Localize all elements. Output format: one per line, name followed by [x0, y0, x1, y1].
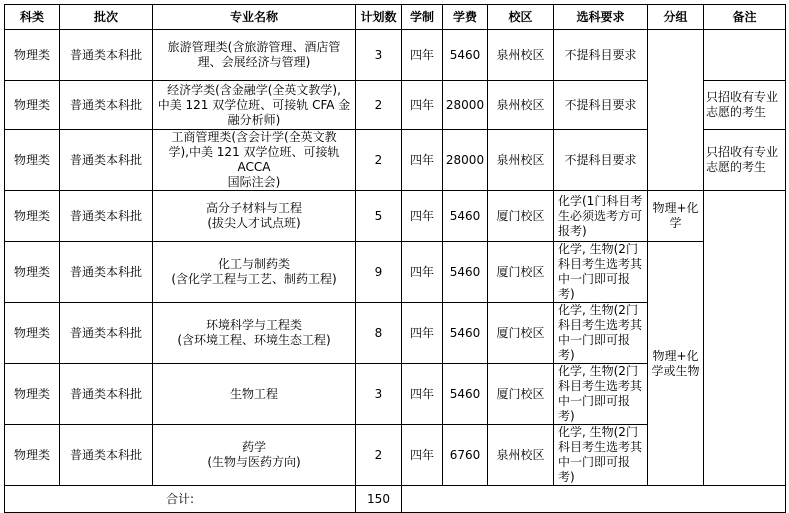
- cell-duration: 四年: [402, 191, 443, 242]
- cell-requirement: 化学, 生物(2门科目考生选考其中一门即可报考): [554, 425, 648, 486]
- cell-duration: 四年: [402, 30, 443, 81]
- cell-group: 物理+化学或生物: [648, 242, 704, 486]
- cell-plan: 2: [356, 130, 402, 191]
- cell-batch: 普通类本科批: [60, 191, 153, 242]
- cell-plan: 3: [356, 364, 402, 425]
- major-line: 环境科学与工程类: [205, 318, 302, 332]
- cell-major: [153, 303, 356, 364]
- major-line: 生物工程: [229, 386, 278, 401]
- major-line: 旅游管理类(含旅游管理、酒店管: [167, 40, 341, 54]
- cell-campus: 泉州校区: [488, 425, 554, 486]
- cell-category: 物理类: [5, 30, 60, 81]
- cell-plan: 2: [356, 81, 402, 130]
- cell-major: [153, 81, 356, 130]
- cell-duration: 四年: [402, 425, 443, 486]
- cell-note: 只招收有专业志愿的考生: [704, 130, 786, 191]
- cell-duration: 四年: [402, 303, 443, 364]
- header-plan: 计划数: [356, 5, 402, 30]
- header-batch: 批次: [60, 5, 153, 30]
- cell-fee: 5460: [443, 30, 488, 81]
- major-line: 理、会展经济与管理): [197, 55, 311, 69]
- header-category: 科类: [5, 5, 60, 30]
- major-line: 工商管理类(含会计学(全英文教: [171, 130, 337, 144]
- header-group: 分组: [648, 5, 704, 30]
- cell-category: 物理类: [5, 81, 60, 130]
- header-campus: 校区: [488, 5, 554, 30]
- cell-fee: 6760: [443, 425, 488, 486]
- cell-requirement: 化学, 生物(2门科目考生选考其中一门即可报考): [554, 303, 648, 364]
- header-note: 备注: [704, 5, 786, 30]
- cell-campus: 泉州校区: [488, 130, 554, 191]
- enrollment-table-wrapper: [4, 4, 786, 513]
- cell-requirement: 化学, 生物(2门科目考生选考其中一门即可报考): [554, 364, 648, 425]
- cell-group-empty: [648, 30, 704, 191]
- cell-plan: 2: [356, 425, 402, 486]
- cell-requirement: 不提科目要求: [554, 81, 648, 130]
- header-duration: 学制: [402, 5, 443, 30]
- cell-plan: 3: [356, 30, 402, 81]
- cell-batch: 普通类本科批: [60, 30, 153, 81]
- cell-requirement: 化学, 生物(2门科目考生选考其中一门即可报考): [554, 242, 648, 303]
- major-line: 经济学类(含金融学(全英文教学),: [167, 82, 341, 97]
- cell-group: 物理+化学: [648, 191, 704, 242]
- cell-fee: 28000: [443, 81, 488, 130]
- cell-major: [153, 425, 356, 486]
- major-line: 高分子材料与工程: [205, 201, 302, 215]
- major-line: 化工与制药类: [217, 257, 290, 271]
- cell-major: [153, 130, 356, 191]
- cell-campus: 厦门校区: [488, 303, 554, 364]
- cell-major: [153, 242, 356, 303]
- header-row: [5, 5, 786, 30]
- cell-plan: 5: [356, 191, 402, 242]
- cell-batch: 普通类本科批: [60, 425, 153, 486]
- cell-batch: 普通类本科批: [60, 364, 153, 425]
- cell-campus: 厦门校区: [488, 191, 554, 242]
- header-fee: 学费: [443, 5, 488, 30]
- cell-requirement: 化学(1门科目考生必须选考方可报考): [554, 191, 648, 242]
- major-line: 中美 121 双学位班、可接轨 CFA 金: [157, 97, 351, 112]
- cell-duration: 四年: [402, 364, 443, 425]
- table-row: [5, 30, 786, 81]
- cell-campus: 厦门校区: [488, 364, 554, 425]
- cell-campus: 泉州校区: [488, 81, 554, 130]
- major-line: (拔尖人才试点班): [207, 216, 301, 230]
- cell-note: 只招收有专业志愿的考生: [704, 81, 786, 130]
- cell-plan: 9: [356, 242, 402, 303]
- total-row: [5, 486, 786, 513]
- header-major: 专业名称: [153, 5, 356, 30]
- major-line: 国际注会): [227, 175, 281, 189]
- cell-batch: 普通类本科批: [60, 81, 153, 130]
- cell-fee: 5460: [443, 364, 488, 425]
- header-requirement: 选科要求: [554, 5, 648, 30]
- cell-campus: 厦门校区: [488, 242, 554, 303]
- cell-note: [704, 30, 786, 81]
- major-line: 药学: [241, 440, 266, 454]
- cell-note-empty: [704, 191, 786, 486]
- cell-batch: 普通类本科批: [60, 130, 153, 191]
- table-row: [5, 191, 786, 242]
- major-line: 融分析师): [227, 112, 281, 127]
- total-label: 合计:: [5, 486, 356, 513]
- cell-requirement: 不提科目要求: [554, 130, 648, 191]
- cell-batch: 普通类本科批: [60, 303, 153, 364]
- cell-major: [153, 364, 356, 425]
- cell-category: 物理类: [5, 191, 60, 242]
- total-empty: [402, 486, 786, 513]
- cell-major: [153, 191, 356, 242]
- cell-major: [153, 30, 356, 81]
- table-row: [5, 242, 786, 303]
- cell-category: 物理类: [5, 425, 60, 486]
- major-line: 学),中美 121 双学位班、可接轨 ACCA: [168, 145, 340, 174]
- cell-duration: 四年: [402, 130, 443, 191]
- cell-campus: 泉州校区: [488, 30, 554, 81]
- major-line: (生物与医药方向): [207, 455, 301, 469]
- cell-fee: 5460: [443, 242, 488, 303]
- cell-fee: 5460: [443, 191, 488, 242]
- cell-category: 物理类: [5, 242, 60, 303]
- cell-requirement: 不提科目要求: [554, 30, 648, 81]
- major-line: (含化学工程与工艺、制药工程): [171, 272, 337, 286]
- enrollment-plan-table: [4, 4, 786, 513]
- cell-category: 物理类: [5, 130, 60, 191]
- total-plan: 150: [356, 486, 402, 513]
- cell-category: 物理类: [5, 364, 60, 425]
- cell-duration: 四年: [402, 81, 443, 130]
- cell-fee: 28000: [443, 130, 488, 191]
- cell-duration: 四年: [402, 242, 443, 303]
- cell-fee: 5460: [443, 303, 488, 364]
- major-line: (含环境工程、环境生态工程): [177, 333, 331, 347]
- cell-plan: 8: [356, 303, 402, 364]
- cell-batch: 普通类本科批: [60, 242, 153, 303]
- cell-category: 物理类: [5, 303, 60, 364]
